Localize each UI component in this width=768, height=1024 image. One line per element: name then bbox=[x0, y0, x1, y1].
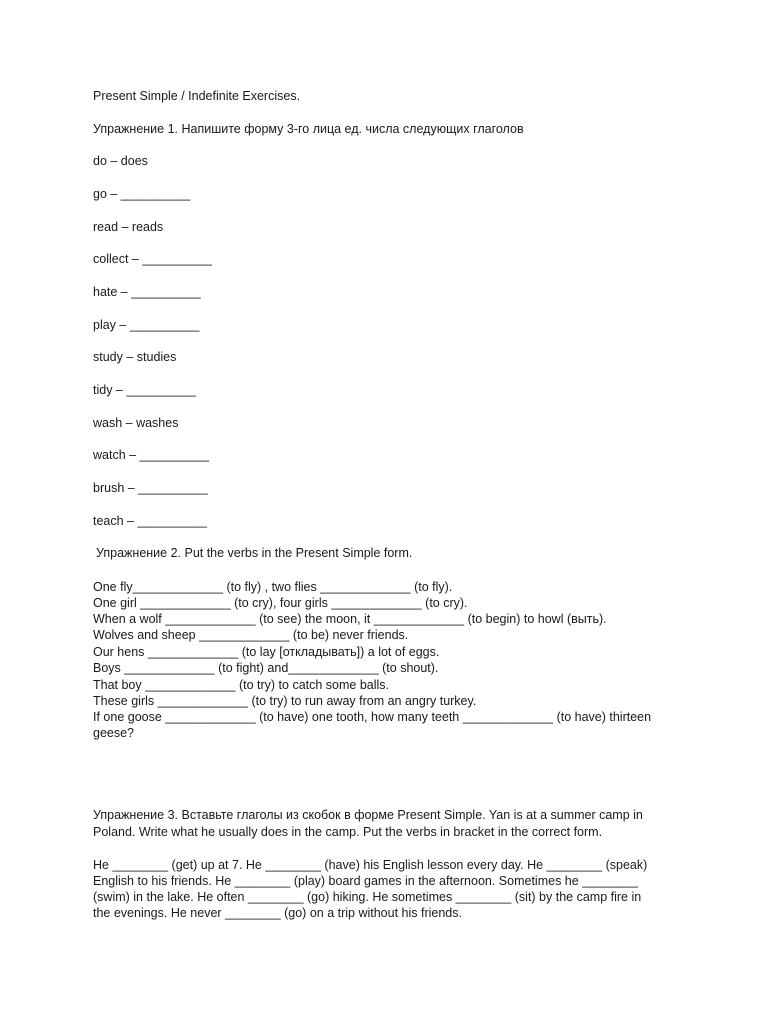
exercise2-line: geese? bbox=[93, 726, 135, 740]
exercise2-line: These girls _____________ (to try) to run away from an angry turkey. bbox=[93, 694, 477, 708]
exercise1-item: brush – __________ bbox=[93, 481, 208, 495]
exercise2-line: If one goose _____________ (to have) one tooth, how many teeth _____________ (to have) thirteen bbox=[93, 710, 652, 724]
exercise1-item: go – __________ bbox=[93, 187, 191, 201]
exercise1-heading: Упражнение 1. Напишите форму 3-го лица ед. числа следующих глаголов bbox=[93, 122, 524, 136]
exercise3-heading: Упражнение 3. Вставьте глаголы из скобок в форме Present Simple. Yan is at a summer camp in bbox=[93, 808, 643, 822]
exercise1-item: read – reads bbox=[93, 220, 164, 234]
exercise1-item: hate – __________ bbox=[93, 285, 201, 299]
exercise1-item: study – studies bbox=[93, 350, 177, 364]
exercise2-line: Wolves and sheep _____________ (to be) never friends. bbox=[93, 628, 409, 642]
exercise1-item: wash – washes bbox=[93, 416, 179, 430]
exercise1-item: tidy – __________ bbox=[93, 383, 196, 397]
exercise3-text-line: He ________ (get) up at 7. He ________ (have) his English lesson every day. He ________ (speak) bbox=[93, 858, 648, 872]
exercise2-line: That boy _____________ (to try) to catch some balls. bbox=[93, 678, 390, 692]
exercise2-line: One girl _____________ (to cry), four girls _____________ (to cry). bbox=[93, 596, 468, 610]
exercise3-text-line: (swim) in the lake. He often ________ (go) hiking. He sometimes ________ (sit) by the camp fire in bbox=[93, 890, 642, 904]
exercise3-text-line: English to his friends. He ________ (play) board games in the afternoon. Sometimes he ________ bbox=[93, 874, 638, 888]
exercise2-heading: Упражнение 2. Put the verbs in the Present Simple form. bbox=[96, 546, 413, 560]
exercise3-text-line: the evenings. He never ________ (go) on a trip without his friends. bbox=[93, 906, 462, 920]
exercise1-item: do – does bbox=[93, 154, 148, 168]
exercise3-heading: Poland. Write what he usually does in the camp. Put the verbs in bracket in the correct form. bbox=[93, 825, 603, 839]
document-title: Present Simple / Indefinite Exercises. bbox=[93, 89, 301, 103]
exercise1-item: watch – __________ bbox=[93, 448, 210, 462]
exercise1-item: teach – __________ bbox=[93, 514, 207, 528]
exercise2-line: Boys _____________ (to fight) and_____________ (to shout). bbox=[93, 661, 439, 675]
exercise2-line: Our hens _____________ (to lay [откладывать]) a lot of eggs. bbox=[93, 645, 440, 659]
exercise2-line: One fly_____________ (to fly) , two flies _____________ (to fly). bbox=[93, 580, 453, 594]
exercise1-item: collect – __________ bbox=[93, 252, 212, 266]
exercise1-item: play – __________ bbox=[93, 318, 200, 332]
exercise2-line: When a wolf _____________ (to see) the moon, it _____________ (to begin) to howl (выть). bbox=[93, 612, 607, 626]
